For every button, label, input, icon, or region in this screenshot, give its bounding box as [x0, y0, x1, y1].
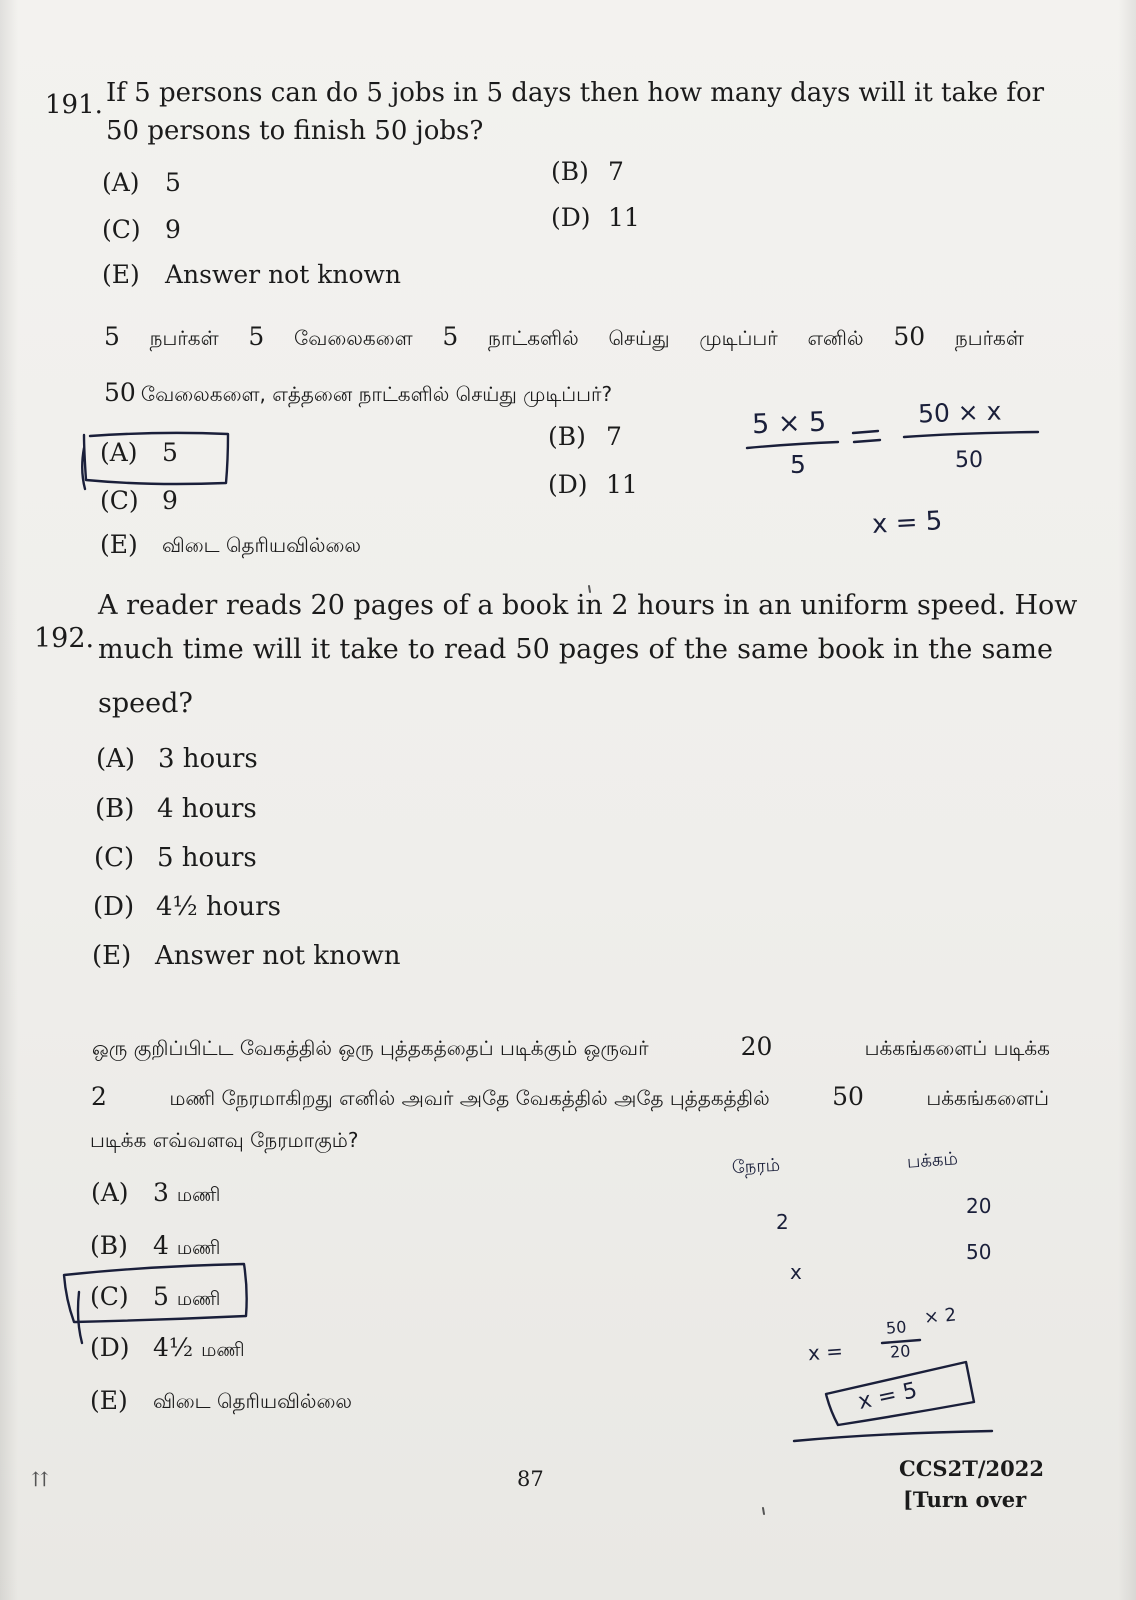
option-value: 11: [606, 470, 638, 499]
option-value: 4 hours: [157, 794, 257, 824]
q192-hw-formula-lhs: x =: [807, 1338, 844, 1366]
ta-number: 2: [91, 1082, 107, 1111]
footer-tick-mark: [763, 1508, 764, 1514]
ta-number: 5: [104, 322, 120, 351]
option-value: 9: [165, 215, 181, 244]
answer-box-q192-c: [64, 1264, 247, 1343]
option-value: 5: [162, 438, 178, 467]
option-value: 7: [608, 157, 624, 186]
answer-box-q191-a: [82, 433, 228, 489]
ta-number: 50: [104, 378, 136, 407]
option-label: (D): [551, 203, 591, 232]
option-label: (C): [100, 486, 139, 515]
q192-hw-frac-num: 50: [885, 1317, 907, 1338]
option-value: விடை தெரியவில்லை: [153, 1389, 352, 1413]
margin-mark-icon: ⇇: [28, 1470, 53, 1488]
ta-text: ஒரு குறிப்பிட்ட வேகத்தில் ஒரு புத்தகத்தைப் படிக்கும் ஒருவர்: [92, 1036, 649, 1060]
ta-word: முடிப்பர்: [699, 326, 778, 350]
ta-word: வேலைகளை: [294, 326, 413, 350]
option-label: (A): [100, 438, 138, 467]
option-unit: மணி: [201, 1339, 245, 1361]
q192-en-line3: speed?: [98, 688, 193, 719]
ta-word: எனில்: [807, 326, 864, 350]
option-value: 5 hours: [157, 843, 257, 873]
option-label: (E): [92, 941, 132, 971]
q192-hw-r1c2: 20: [966, 1194, 992, 1218]
q192-hw-frac-den: 20: [889, 1341, 911, 1362]
ta-text: பக்கங்களைப் படிக்க: [864, 1036, 1050, 1060]
option-unit: மணி: [176, 1237, 221, 1259]
option-unit: மணி: [176, 1288, 221, 1310]
turn-over-note: [Turn over: [903, 1487, 1027, 1512]
option-label: (C): [94, 843, 135, 873]
option-value: Answer not known: [165, 260, 402, 289]
q191-hw-denominator-right: 50: [955, 448, 983, 473]
option-label: (A): [96, 744, 136, 774]
ta-text: பக்கங்களைப்: [926, 1086, 1049, 1110]
option-label: (B): [90, 1231, 128, 1260]
q192-hw-col1-head: நேரம்: [731, 1154, 781, 1179]
option-value: 7: [606, 422, 622, 451]
option-value: 5: [165, 168, 181, 197]
q192-underline-stroke: [794, 1431, 992, 1441]
option-label: (C): [90, 1282, 129, 1311]
q192-hw-r2c1: x: [790, 1260, 802, 1284]
option-label: (B): [95, 794, 135, 824]
q192-en-line2: much time will it take to read 50 pages of the same book in the same: [98, 634, 1053, 665]
option-value: விடை தெரியவில்லை: [162, 533, 361, 557]
ta-number: 5: [248, 322, 265, 351]
q191-number: 191.: [45, 90, 103, 120]
option-num: 4½: [153, 1333, 194, 1362]
option-num: 5: [153, 1282, 169, 1311]
option-value: 9: [162, 486, 178, 515]
q191-hw-result: x = 5: [871, 506, 943, 540]
option-label: (E): [90, 1386, 128, 1415]
option-label: (B): [551, 157, 589, 186]
q192-hw-col2-head: பக்கம்: [906, 1148, 959, 1173]
option-num: 3: [153, 1178, 169, 1207]
q191-hw-denominator-left: 5: [790, 450, 806, 479]
q191-fraction-bar-left: [747, 442, 838, 448]
q191-fraction-bar-right: [904, 432, 1038, 437]
q191-equals-sign: [853, 431, 880, 442]
q191-hw-numerator-right: 50 × x: [917, 396, 1002, 429]
ta-word: நபர்கள்: [954, 326, 1024, 350]
q192-hw-r1c1: 2: [776, 1210, 789, 1234]
q192-hw-mult: × 2: [922, 1304, 958, 1329]
option-label: (D): [90, 1333, 130, 1362]
option-value: Answer not known: [155, 941, 401, 971]
ta-number: 50: [832, 1082, 864, 1111]
ta-word: நபர்கள்: [149, 326, 219, 350]
page-number: 87: [517, 1467, 544, 1491]
ta-number: 20: [740, 1032, 773, 1061]
option-label: (A): [102, 168, 140, 197]
paper-code: CCS2T/2022: [899, 1456, 1044, 1481]
option-value: 11: [608, 203, 640, 232]
option-label: (E): [100, 530, 138, 559]
ta-number: 50: [893, 322, 926, 351]
option-value: 3 hours: [158, 744, 258, 774]
q192-number: 192.: [34, 623, 95, 654]
q191-en-line1: If 5 persons can do 5 jobs in 5 days then how many days will it take for: [106, 78, 1045, 108]
question-separator-mark: [589, 586, 590, 592]
option-label: (C): [102, 215, 141, 244]
option-label: (D): [93, 892, 135, 922]
ta-word: செய்து: [608, 326, 670, 350]
ta-text: மணி நேரமாகிறது எனில் அவர் அதே வேகத்தில் அதே புத்தகத்தில்: [169, 1086, 770, 1110]
option-num: 4: [153, 1231, 169, 1260]
option-label: (E): [102, 260, 140, 289]
q192-hw-r2c2: 50: [966, 1240, 992, 1264]
ta-number: 5: [442, 322, 459, 351]
q192-hw-result: x = 5: [856, 1378, 920, 1415]
option-label: (D): [548, 470, 588, 499]
q191-hw-numerator-left: 5 × 5: [751, 406, 827, 441]
q192-en-line1: A reader reads 20 pages of a book in 2 hours in an uniform speed. How: [98, 590, 1078, 621]
option-label: (B): [548, 422, 586, 451]
ta-text: வேலைகளை, எத்தனை நாட்களில் செய்து முடிப்பர்?: [140, 382, 613, 406]
q192-ta-line3: படிக்க எவ்வளவு நேரமாகும்?: [90, 1128, 359, 1152]
ta-word: நாட்களில்: [488, 326, 579, 350]
option-label: (A): [91, 1178, 129, 1207]
option-unit: மணி: [176, 1184, 221, 1206]
option-value: 4½ hours: [156, 892, 281, 922]
q191-en-line2: 50 persons to finish 50 jobs?: [106, 116, 484, 146]
